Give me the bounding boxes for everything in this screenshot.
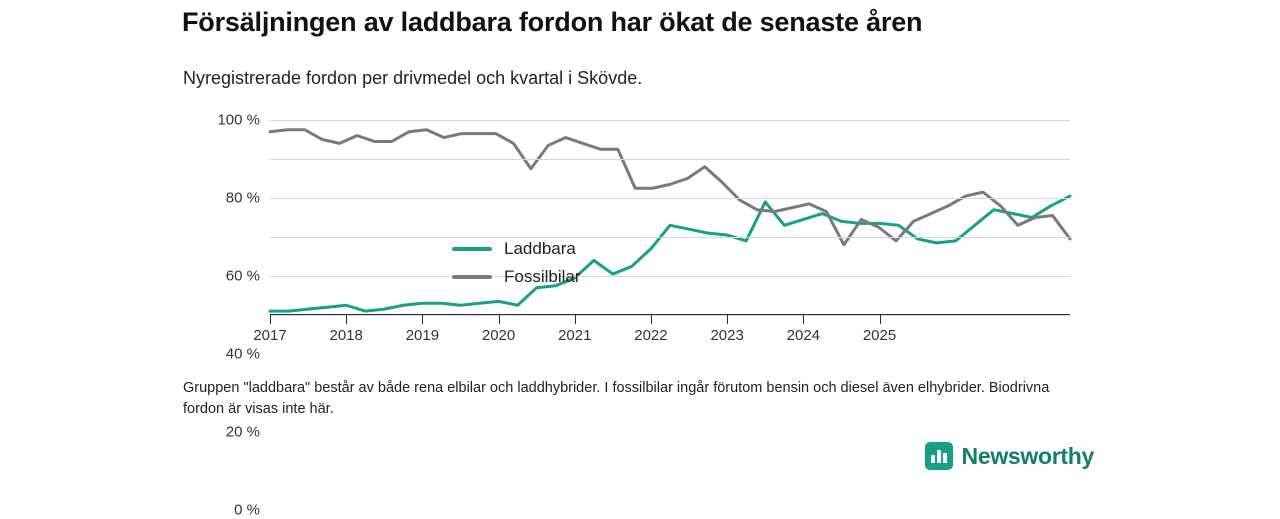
x-axis-label: 2022	[634, 327, 668, 344]
x-axis-label: 2024	[786, 327, 821, 344]
x-axis-label: 2025	[862, 327, 897, 344]
x-axis-tick	[651, 315, 652, 324]
series-lines	[270, 120, 1070, 315]
x-axis-tick	[727, 315, 728, 324]
x-axis-label: 2021	[558, 327, 592, 344]
y-axis-label: 20 %	[225, 423, 260, 441]
y-gridline	[217, 111, 1070, 129]
legend-label: Laddbara	[504, 239, 576, 258]
series-line	[270, 196, 1070, 311]
x-axis-tick	[880, 315, 881, 324]
legend-swatch-icon	[452, 275, 492, 279]
bar-chart-icon	[925, 442, 953, 470]
y-axis-label: 0 %	[234, 501, 260, 519]
x-axis-label: 2017	[253, 327, 287, 344]
x-axis-tick	[575, 315, 576, 324]
y-axis-label: 40 %	[225, 345, 260, 363]
legend-item-laddbara	[452, 236, 581, 262]
y-axis-label: 100 %	[217, 111, 260, 129]
x-axis-label: 2023	[710, 327, 744, 344]
brand-name: Newsworthy	[961, 442, 1094, 469]
brand-logo	[925, 442, 1094, 470]
y-axis-label: 80 %	[225, 189, 260, 207]
chart-footnote: Gruppen "laddbara" består av både rena elbilar och laddhybrider. I fossilbilar ingår förutom bensin och diesel även elhybrider. Biodrivna fordon är visas inte här.	[183, 380, 1050, 418]
x-axis-label: 2020	[481, 327, 516, 344]
y-gridline	[225, 159, 1070, 207]
legend-swatch-icon	[452, 247, 492, 251]
chart-legend	[452, 236, 581, 292]
x-axis-tick	[803, 315, 804, 324]
y-axis-label: 60 %	[225, 267, 260, 285]
x-axis-tick	[499, 315, 500, 324]
x-axis-tick	[422, 315, 423, 324]
page-subtitle: Nyregistrerade fordon per drivmedel och kvartal i Skövde.	[183, 68, 643, 88]
x-axis-label: 2019	[405, 327, 440, 344]
legend-item-fossilbilar	[452, 264, 581, 290]
x-axis-tick	[270, 315, 271, 324]
legend-label: Fossilbilar	[504, 267, 581, 286]
x-axis-label: 2018	[329, 327, 363, 344]
page-title: Försäljningen av laddbara fordon har ökat de senaste åren	[182, 7, 923, 37]
x-axis-tick	[346, 315, 347, 324]
